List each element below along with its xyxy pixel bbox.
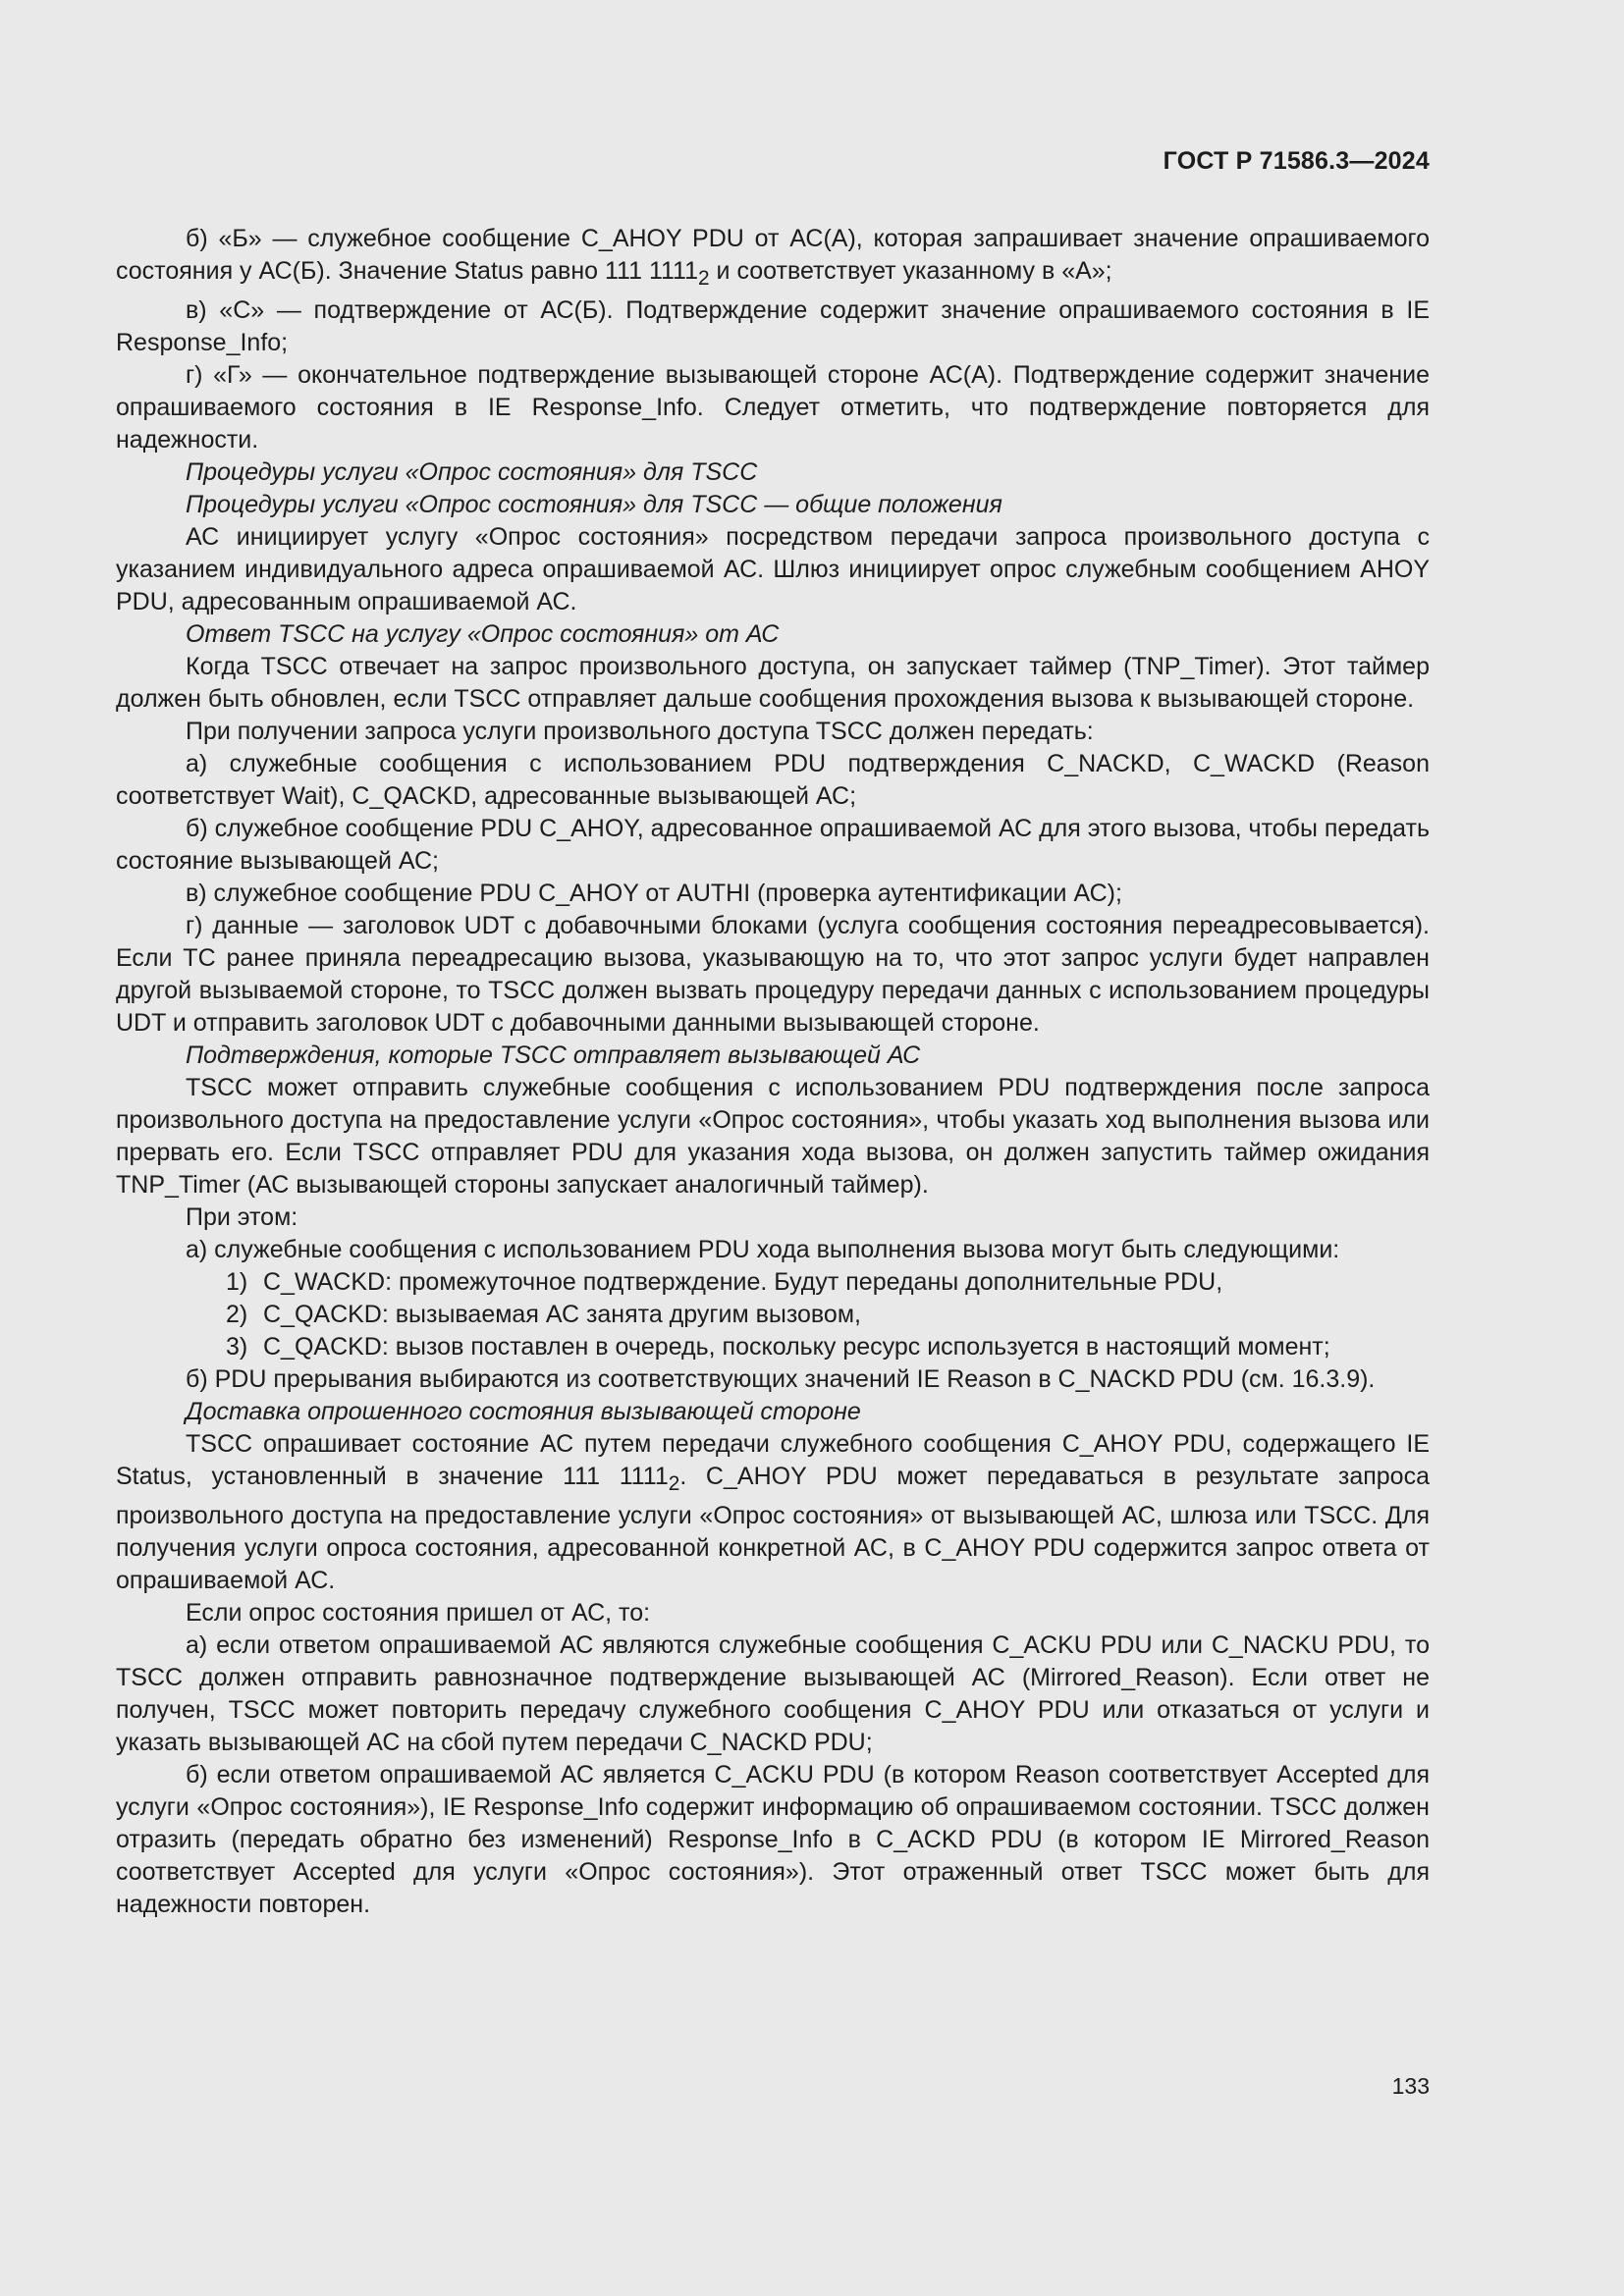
paragraph: Когда TSCC отвечает на запрос произвольного доступа, он запускает таймер (TNP_Timer). Этот таймер должен быть обновлен, если TSCC отправляет дальше сообщения прохождения вызова к вызывающей стороне. [116, 653, 1430, 713]
section-heading: Ответ TSCC на услугу «Опрос состояния» от АС [186, 620, 780, 648]
paragraph: г) данные — заголовок UDT с добавочными блоками (услуга сообщения состояния переадресовывается). Если ТС ранее приняла переадресацию вызова, указывающую на то, что этот запрос услуги будет направлен другой вызываемой стороне, то TSCC должен вызвать процедуру передачи данных с использованием процедуры UDT и отправить заголовок UDT с добавочными данными вызывающей стороне. [116, 912, 1430, 1037]
list-item: 2) C_QACKD: вызываемая АС занята другим вызовом, [226, 1301, 861, 1328]
paragraph: б) PDU прерывания выбираются из соответствующих значений IE Reason в C_NACKD PDU (см. 16.3.9). [186, 1365, 1376, 1393]
section-heading: Процедуры услуги «Опрос состояния» для TSCC — общие положения [186, 491, 1002, 518]
paragraph: TSCC опрашивает состояние АС путем передачи служебного сообщения C_AHOY PDU, содержащего IE Status, установленный в значение 111 $1111_2$. C_AHOY PDU может передаваться в результате запроса произвольного доступа на предоставление услуги «Опрос состояния» от вызывающей АС, шлюза или TSCC. Для получения услуги опроса состояния, адресованной конкретной АС, в C_AHOY PDU содержится запрос ответа от опрашиваемой АС. [116, 1430, 1430, 1594]
list-item: 3) C_QACKD: вызов поставлен в очередь, поскольку ресурс используется в настоящий момент; [226, 1333, 1330, 1361]
section-heading: Подтверждения, которые TSCC отправляет вызывающей АС [186, 1041, 921, 1069]
subscript: 2 [668, 1472, 680, 1495]
subscript: 2 [698, 267, 710, 290]
paragraph: При этом: [186, 1203, 298, 1231]
section-heading: Доставка опрошенного состояния вызывающей стороне [186, 1398, 861, 1425]
paragraph: Если опрос состояния пришел от АС, то: [186, 1599, 651, 1627]
list-item: 1) C_WACKD: промежуточное подтверждение. Будут переданы дополнительные PDU, [226, 1268, 1223, 1296]
section-heading: Процедуры услуги «Опрос состояния» для TSCC [186, 458, 758, 486]
page-number: 133 [1391, 2073, 1430, 2099]
paragraph: При получении запроса услуги произвольного доступа TSCC должен передать: [186, 718, 1094, 745]
document-body [116, 223, 1430, 1921]
paragraph: а) служебные сообщения с использованием PDU хода выполнения вызова могут быть следующими: [186, 1236, 1340, 1263]
paragraph: б) «Б» — служебное сообщение С_AHOY PDU от АС(А), которая запрашивает значение опрашиваемого состояния у АС(Б). Значение Status равно 111 $1111_2$ и соответствует указанному в «А»; [116, 225, 1430, 290]
paragraph: а) если ответом опрашиваемой АС являются служебные сообщения C_ACKU PDU или C_NACKU PDU, то TSCC должен отправить равнозначное подтверждение вызывающей АС (Mirrored_Reason). Если ответ не получен, TSCC может повторить передачу служебного сообщения C_AHOY PDU или отказаться от услуги и указать вызывающей АС на сбой путем передачи C_NACKD PDU; [116, 1631, 1430, 1756]
paragraph: б) служебное сообщение PDU C_AHOY, адресованное опрашиваемой АС для этого вызова, чтобы передать состояние вызывающей АС; [116, 815, 1431, 875]
paragraph: TSCC может отправить служебные сообщения с использованием PDU подтверждения после запроса произвольного доступа на предоставление услуги «Опрос состояния», чтобы указать ход выполнения вызова или прервать его. Если TSCC отправляет PDU для указания хода вызова, он должен запустить таймер ожидания TNP_Timer (АС вызывающей стороны запускает аналогичный таймер). [116, 1074, 1430, 1199]
paragraph: в) «С» — подтверждение от АС(Б). Подтверждение содержит значение опрашиваемого состояния в IE Response_Info; [116, 296, 1430, 356]
paragraph: б) если ответом опрашиваемой АС является C_ACKU PDU (в котором Reason соответствует Accepted для услуги «Опрос состояния»), IE Response_Info содержит информацию об опрашиваемом состоянии. TSCC должен отразить (передать обратно без изменений) Response_Info в C_ACKD PDU (в котором IE Mirrored_Reason соответствует Accepted для услуги «Опрос состояния»). Этот отраженный ответ TSCC может быть для надежности повторен. [116, 1761, 1430, 1918]
paragraph: в) служебное сообщение PDU C_AHOY от AUTHI (проверка аутентификации АС); [186, 880, 1122, 907]
paragraph: АС инициирует услугу «Опрос состояния» посредством передачи запроса произвольного доступа с указанием индивидуального адреса опрашиваемой АС. Шлюз инициирует опрос служебным сообщением AHOY PDU, адресованным опрашиваемой АС. [116, 523, 1430, 615]
paragraph: г) «Г» — окончательное подтверждение вызывающей стороне АС(А). Подтверждение содержит значение опрашиваемого состояния в IE Response_Info. Следует отметить, что подтверждение повторяется для надежности. [116, 361, 1430, 454]
document-header: ГОСТ Р 71586.3—2024 [1163, 147, 1430, 175]
paragraph: а) служебные сообщения с использованием PDU подтверждения C_NACKD, C_WACKD (Reason соответствует Wait), C_QACKD, адресованные вызывающей АС; [116, 750, 1430, 810]
